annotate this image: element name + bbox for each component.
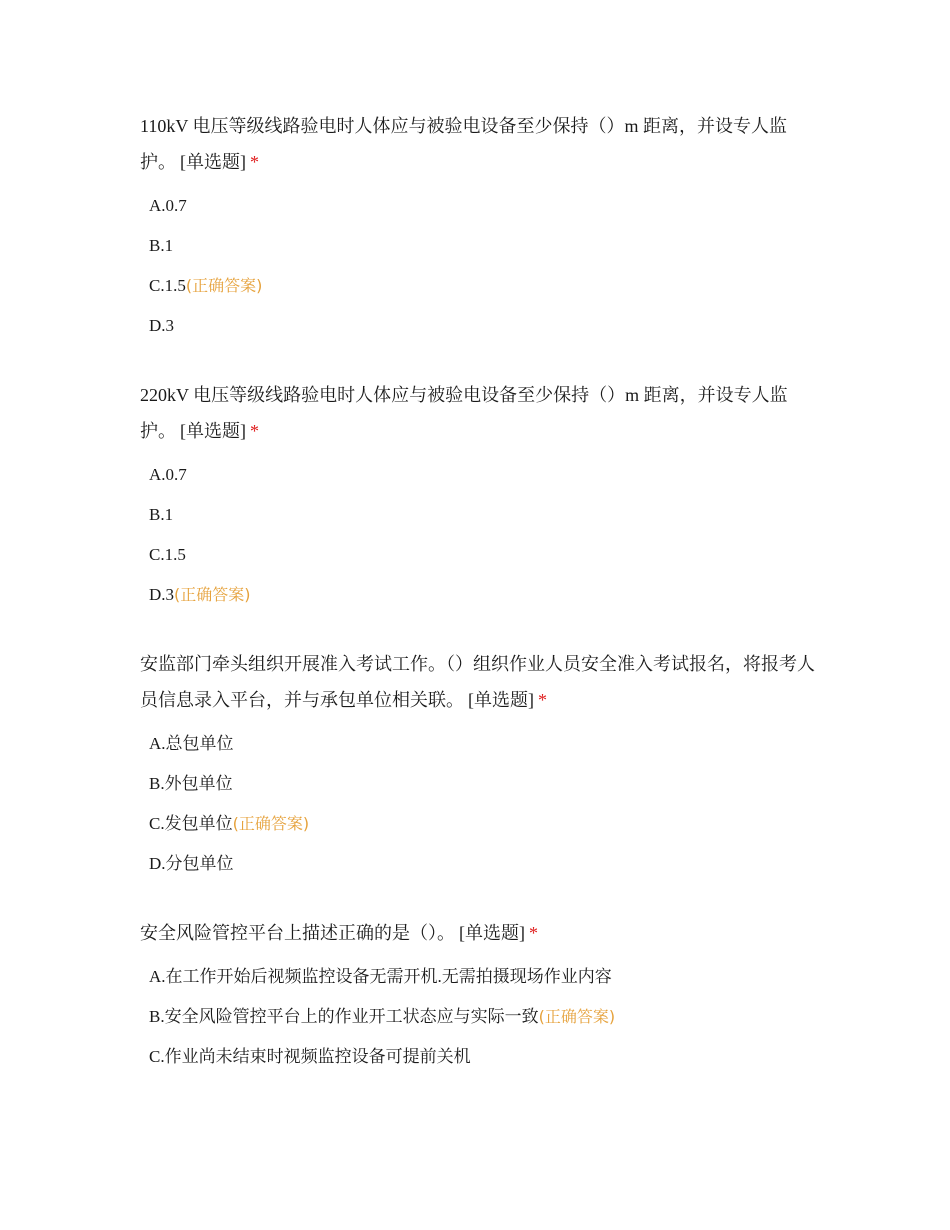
option-text: B.1 xyxy=(149,236,174,255)
question-type-label: [单选题] xyxy=(180,421,246,441)
option-text: D.3 xyxy=(149,316,175,335)
required-mark: * xyxy=(250,152,259,172)
option-c[interactable] xyxy=(149,1037,815,1077)
question-stem xyxy=(140,915,815,951)
question-type-label: [单选题] xyxy=(468,690,534,710)
option-b[interactable] xyxy=(149,764,815,804)
option-list xyxy=(140,186,815,346)
option-list xyxy=(140,455,815,615)
option-text: C.发包单位 xyxy=(149,814,233,833)
question-2 xyxy=(140,377,815,615)
question-stem xyxy=(140,108,815,180)
correct-answer-mark: (正确答案) xyxy=(232,814,310,833)
question-1 xyxy=(140,108,815,346)
correct-answer-mark: (正确答案) xyxy=(185,276,263,295)
option-text: B.1 xyxy=(149,505,174,524)
question-stem xyxy=(140,377,815,449)
option-text: A.总包单位 xyxy=(149,734,234,753)
question-3 xyxy=(140,646,815,884)
question-text: 安全风险管控平台上描述正确的是（）。 xyxy=(140,923,455,943)
option-b[interactable] xyxy=(149,495,815,535)
required-mark: * xyxy=(250,421,259,441)
option-text: D.分包单位 xyxy=(149,854,234,873)
option-list xyxy=(140,724,815,884)
option-a[interactable] xyxy=(149,186,815,226)
option-text: C.1.5 xyxy=(149,545,186,564)
option-a[interactable] xyxy=(149,957,815,997)
option-text: A.0.7 xyxy=(149,196,187,215)
option-a[interactable] xyxy=(149,455,815,495)
question-list xyxy=(140,108,815,1108)
question-stem xyxy=(140,646,815,718)
question-text: 安监部门牵头组织开展准入考试工作。（）组织作业人员安全准入考试报名，将报考人员信息录入平台，并与承包单位相关联。 xyxy=(140,654,815,710)
correct-answer-mark: (正确答案) xyxy=(538,1007,616,1026)
option-b[interactable] xyxy=(149,226,815,266)
option-c[interactable] xyxy=(149,535,815,575)
option-text: A.在工作开始后视频监控设备无需开机.无需拍摄现场作业内容 xyxy=(149,967,612,986)
option-text: A.0.7 xyxy=(149,465,187,484)
correct-answer-mark: (正确答案) xyxy=(174,585,251,604)
question-type-label: [单选题] xyxy=(459,923,525,943)
required-mark: * xyxy=(529,923,538,943)
option-text: D.3 xyxy=(149,585,175,604)
option-text: B.外包单位 xyxy=(149,774,233,793)
option-list xyxy=(140,957,815,1077)
option-c[interactable] xyxy=(149,266,815,306)
option-text: C.作业尚未结束时视频监控设备可提前关机 xyxy=(149,1047,471,1066)
option-d[interactable] xyxy=(149,575,815,615)
question-text: 220kV 电压等级线路验电时人体应与被验电设备至少保持（）m 距离，并设专人监护。 xyxy=(140,385,788,441)
option-c[interactable] xyxy=(149,804,815,844)
option-d[interactable] xyxy=(149,306,815,346)
question-type-label: [单选题] xyxy=(180,152,246,172)
question-text: 110kV 电压等级线路验电时人体应与被验电设备至少保持（）m 距离，并设专人监护。 xyxy=(140,116,788,172)
option-d[interactable] xyxy=(149,844,815,884)
option-a[interactable] xyxy=(149,724,815,764)
option-text: B.安全风险管控平台上的作业开工状态应与实际一致 xyxy=(149,1007,539,1026)
question-4 xyxy=(140,915,815,1077)
option-b[interactable] xyxy=(149,997,815,1037)
required-mark: * xyxy=(538,690,547,710)
option-text: C.1.5 xyxy=(149,276,186,295)
